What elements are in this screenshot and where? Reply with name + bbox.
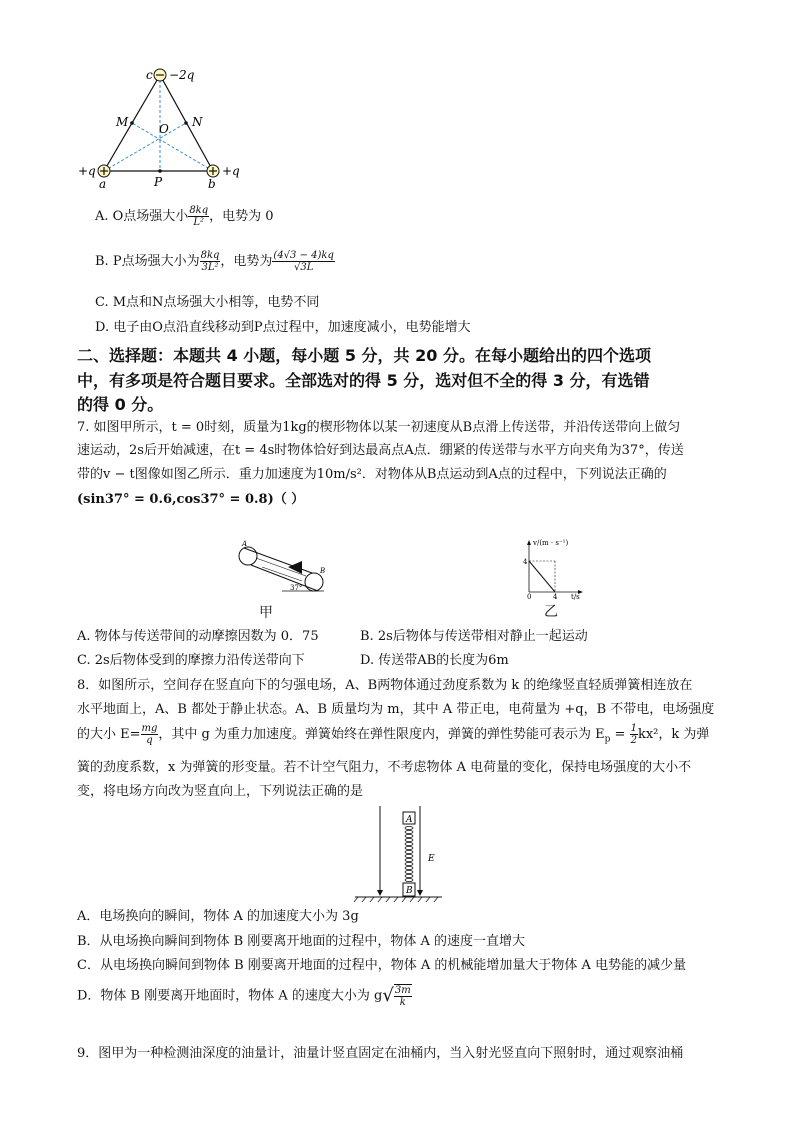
conveyor-angle: 37° [290, 584, 303, 592]
q8-option-a: A．电场换向的瞬间，物体 A 的加速度大小为 3g [77, 909, 359, 924]
spring-field-figure [350, 804, 450, 904]
vt-ylabel: v/(m · s⁻¹) [533, 539, 569, 547]
q8-line3: 的大小 E= $\frac{mg}{q}$ ，其中 g 为重力加速度。弹簧始终在弹性限度内，弹簧的弹性势能可表示为 $E_p$ = $\frac{1}{2}$ kx²，k 为弹 [77, 723, 710, 746]
q9-line1: 9．图甲为一种检测油深度的油量计，油量计竖直固定在油桶内，当入射光竖直向下照射时，通过观察油桶 [77, 1046, 684, 1061]
label-m: M [116, 115, 129, 129]
vt-x4: 4 [553, 593, 558, 600]
q8-option-b: B．从电场换向瞬间到物体 B 刚要离开地面的过程中，物体 A 的速度一直增大 [77, 934, 526, 949]
vt-x0: 0 [527, 593, 532, 600]
fig-label-yi: 乙 [544, 604, 558, 620]
vt-xlabel: t/s [571, 593, 580, 600]
field-label-e: E [428, 854, 435, 864]
q6-option-d: D. 电子由O点沿直线移动到P点过程中，加速度减小，电势能增大 [95, 320, 471, 335]
q8-line1: 8．如图所示，空间存在竖直向下的匀强电场，A、B两物体通过劲度系数为 k 的绝缘竖直轻质弹簧相连放在 [77, 678, 693, 693]
section2-line3: 的得 0 分。 [77, 395, 164, 414]
label-o: O [159, 122, 169, 136]
fig-label-jia: 甲 [259, 605, 273, 621]
label-p: P [154, 175, 163, 189]
vt-graph [515, 536, 590, 600]
q8-line4: 簧的劲度系数，x 为弹簧的形变量。若不计空气阻力，不考虑物体 A 电荷量的变化，保持电场强度的大小不 [77, 760, 692, 775]
spring-label-a: A [406, 815, 413, 825]
q7-line3: 带的v − t图像如图乙所示．重力加速度为10m/s²．对物体从B点运动到A点的过程中，下列说法正确的 [77, 467, 667, 482]
conveyor-label-b: B [320, 567, 326, 575]
q8-option-d: D．物体 B 刚要离开地面时，物体 A 的速度大小为 g√ $\frac{3m}{k}$ [77, 985, 411, 1008]
spring-label-b: B [406, 886, 413, 896]
q6-option-a: A. O点场强大小 $\frac{8kq}{\text{L²}}$ ，电势为 0 [95, 205, 274, 228]
section2-line2: 中，有多项是符合题目要求。全部选对的得 5 分，选对但不全的得 3 分，有选错 [77, 371, 650, 390]
conveyor-figure [232, 540, 332, 602]
label-b: b [208, 177, 216, 191]
q6-option-c: C. M点和N点场强大小相等，电势不同 [95, 295, 320, 310]
conveyor-label-a: A [242, 540, 248, 548]
q8-option-c: C．从电场换向瞬间到物体 B 刚要离开地面的过程中，物体 A 的机械能增加量大于物体 A 电势能的减少量 [77, 958, 687, 973]
q7-option-b: B. 2s后物体与传送带相对静止一起运动 [360, 629, 588, 644]
q7-option-d: D. 传送带AB的长度为6m [360, 653, 509, 668]
label-c-charge: −2q [169, 68, 195, 82]
label-n: N [192, 115, 203, 129]
label-a: a [99, 177, 107, 191]
q7-option-c: C. 2s后物体受到的摩擦力沿传送带向下 [77, 653, 305, 668]
triangle-charge-figure [70, 60, 260, 200]
label-b-charge: +q [222, 164, 240, 178]
label-c: c [146, 68, 153, 82]
section2-line1: 二、选择题：本题共 4 小题，每小题 5 分，共 20 分。在每小题给出的四个选项 [77, 346, 651, 365]
label-a-charge: +q [78, 164, 96, 178]
q8-line2: 水平地面上，A、B 都处于静止状态。A、B 质量均为 m，其中 A 带正电，电荷量为 +q，B 不带电，电场强度 [77, 702, 715, 717]
q7-line4: (sin37° = 0.6,cos37° = 0.8)（ ） [77, 492, 305, 507]
q7-line2: 速运动，2s后开始减速，在t = 4s时物体恰好到达最高点A点．绷紧的传送带与水平方向夹角为37°，传送 [77, 443, 684, 458]
vt-y4: 4 [523, 558, 528, 566]
q7-line1: 7. 如图甲所示，t = 0时刻，质量为1kg的楔形物体以某一初速度从B点滑上传送带，并沿传送带向上做匀 [77, 420, 681, 435]
q6-option-b: B. P点场强大小为 $\frac{8kq}{\text{3L²}}$ ，电势为 $\frac{(4√3 - 4)kq}{√3L}$ [95, 250, 334, 273]
q7-option-a: A. 物体与传送带间的动摩擦因数为 0．75 [77, 629, 319, 644]
q8-line5: 变，将电场方向改为竖直向上，下列说法正确的是 [77, 784, 364, 799]
